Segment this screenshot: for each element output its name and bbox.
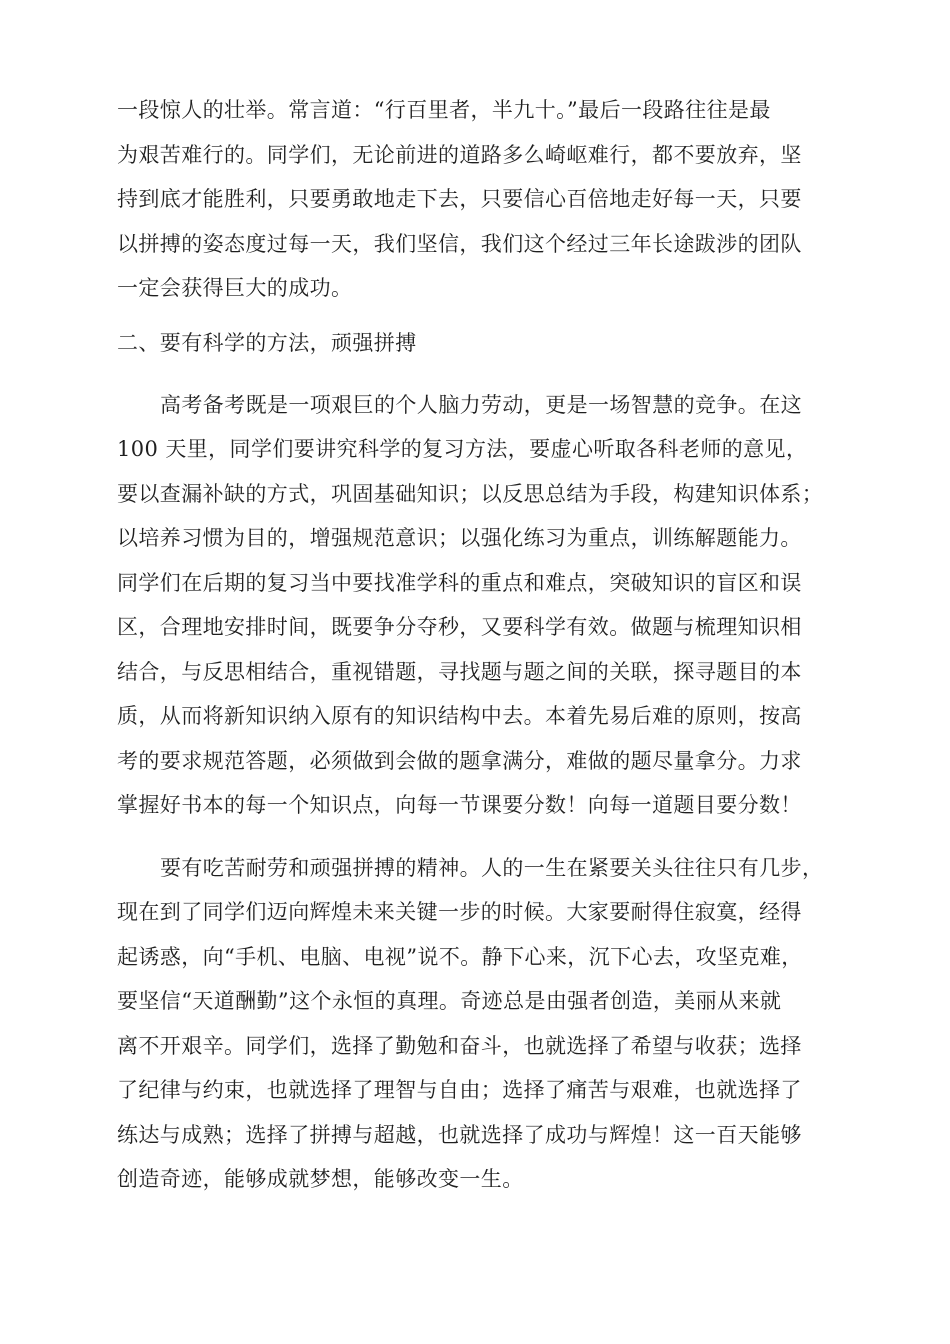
section-heading: 二、要有科学的方法，顽强拼搏 — [117, 331, 417, 355]
text-line: 现在到了同学们迈向辉煌未来关键一步的时候。大家要耐得住寂寞，经得 — [117, 900, 802, 924]
text-line: 离不开艰辛。同学们，选择了勤勉和奋斗，也就选择了希望与收获；选择 — [117, 1034, 802, 1058]
text-line: 一定会获得巨大的成功。 — [117, 276, 353, 300]
text-line: 一段惊人的壮举。常言道：“行百里者，半九十。”最后一段路往往是最 — [117, 98, 771, 122]
text-line: 掌握好书本的每一个知识点，向每一节课要分数！向每一道题目要分数！ — [117, 793, 802, 817]
text-line: 要有吃苦耐劳和顽强拼搏的精神。人的一生在紧要关头往往只有几步， — [160, 856, 824, 880]
text-line: 结合，与反思相结合，重视错题，寻找题与题之间的关联，探寻题目的本 — [117, 660, 802, 684]
text-line: 创造奇迹，能够成就梦想，能够改变一生。 — [117, 1167, 524, 1191]
text-line: 考的要求规范答题，必须做到会做的题拿满分，难做的题尽量拿分。力求 — [117, 749, 802, 773]
text-line: 区，合理地安排时间，既要争分夺秒，又要科学有效。做题与梳理知识相 — [117, 615, 802, 639]
text-line: 质，从而将新知识纳入原有的知识结构中去。本着先易后难的原则，按高 — [117, 704, 802, 728]
text-line: 起诱惑，向“手机、电脑、电视”说不。静下心来，沉下心去，攻坚克难， — [117, 945, 803, 969]
text-line: 高考备考既是一项艰巨的个人脑力劳动，更是一场智慧的竞争。在这 — [160, 393, 802, 417]
text-line: 持到底才能胜利，只要勇敢地走下去，只要信心百倍地走好每一天，只要 — [117, 187, 802, 211]
text-line: 以培养习惯为目的，增强规范意识；以强化练习为重点，训练解题能力。 — [117, 526, 802, 550]
text-line: 100 天里，同学们要讲究科学的复习方法，要虚心听取各科老师的意见， — [117, 437, 808, 461]
text-line: 以拼搏的姿态度过每一天，我们坚信，我们这个经过三年长途跋涉的团队 — [117, 232, 802, 256]
text-line: 为艰苦难行的。同学们，无论前进的道路多么崎岖难行，都不要放弃，坚 — [117, 143, 802, 167]
text-line: 要坚信“天道酬勤”这个永恒的真理。奇迹总是由强者创造，美丽从来就 — [117, 989, 782, 1013]
text-line: 练达与成熟；选择了拼搏与超越，也就选择了成功与辉煌！这一百天能够 — [117, 1123, 802, 1147]
text-line: 了纪律与约束，也就选择了理智与自由；选择了痛苦与艰难，也就选择了 — [117, 1078, 802, 1102]
text-line: 要以查漏补缺的方式，巩固基础知识；以反思总结为手段，构建知识体系； — [117, 482, 824, 506]
text-line: 同学们在后期的复习当中要找准学科的重点和难点，突破知识的盲区和误 — [117, 571, 802, 595]
